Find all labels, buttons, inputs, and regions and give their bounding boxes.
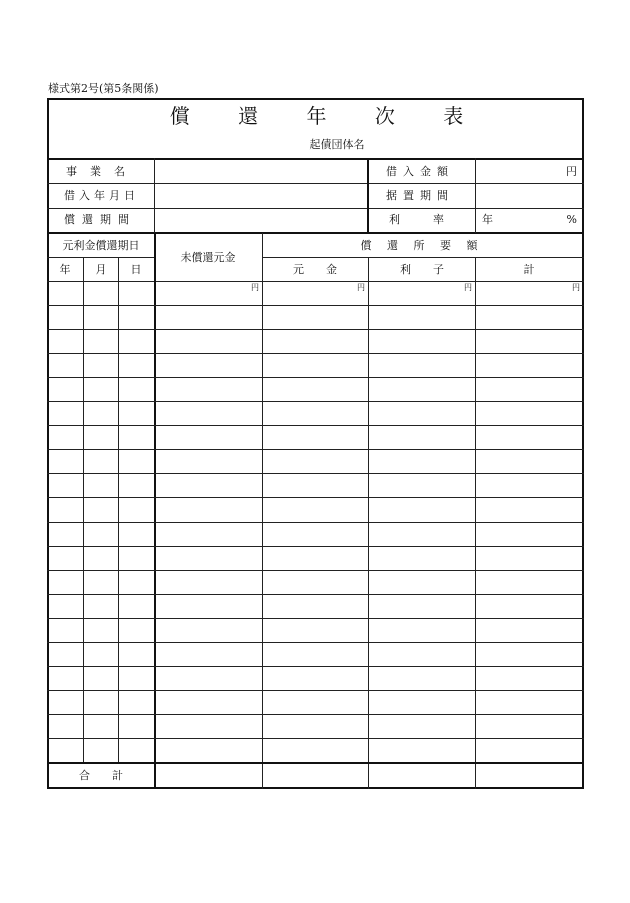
table-row	[47, 546, 584, 547]
table-row	[47, 594, 584, 595]
header-bottom-line	[47, 281, 584, 282]
grace-period-label: 据置期間	[386, 189, 454, 202]
table-row	[47, 497, 584, 498]
interest-rate-label: 利 率	[389, 213, 444, 226]
table-row	[47, 522, 584, 523]
info-col-divider-1	[154, 158, 155, 233]
info-row-divider-2	[47, 208, 584, 209]
issuer-label: 起債団体名	[309, 138, 365, 151]
year-header: 年	[59, 263, 71, 276]
total-header: 計	[523, 263, 535, 276]
total-row-line	[47, 762, 584, 764]
table-row	[47, 305, 584, 306]
due-date-header: 元利金償還期日	[62, 239, 140, 252]
info-row-divider-1	[47, 183, 584, 184]
due-date-subheader-line	[47, 257, 154, 258]
unpaid-col-line	[262, 233, 263, 789]
principal-col-line	[368, 257, 369, 789]
borrow-date-label: 借入年月日	[64, 189, 139, 202]
principal-header: 元 金	[293, 263, 337, 276]
interest-col-line	[475, 257, 476, 789]
info-bottom-divider	[47, 232, 584, 234]
date-col-line	[154, 233, 156, 789]
form-title: 償 還 年 次 表	[169, 104, 485, 128]
year-col-line	[83, 257, 84, 762]
day-header: 日	[130, 263, 142, 276]
table-row	[47, 714, 584, 715]
total-unit: 円	[572, 283, 580, 292]
interest-header: 利 子	[400, 263, 444, 276]
form-number-label: 様式第2号(第5条関係)	[48, 82, 159, 95]
unpaid-unit: 円	[251, 283, 259, 292]
table-row	[47, 329, 584, 330]
table-row	[47, 425, 584, 426]
table-row	[47, 666, 584, 667]
required-amount-header: 償 還 所 要 額	[360, 239, 484, 252]
sum-label: 合 計	[79, 769, 123, 782]
project-name-label: 事 業 名	[66, 165, 126, 178]
table-row	[47, 401, 584, 402]
info-col-divider-3	[475, 158, 476, 233]
month-header: 月	[95, 263, 107, 276]
rate-year-label: 年	[482, 213, 493, 226]
table-row	[47, 642, 584, 643]
borrow-amount-label: 借入金額	[386, 165, 454, 178]
month-col-line	[118, 257, 119, 762]
table-row	[47, 473, 584, 474]
borrow-amount-unit: 円	[566, 165, 577, 178]
table-row	[47, 690, 584, 691]
unpaid-principal-header: 未償還元金	[180, 251, 236, 264]
table-row	[47, 570, 584, 571]
title-divider	[47, 158, 584, 160]
interest-unit: 円	[464, 283, 472, 292]
table-row	[47, 377, 584, 378]
principal-unit: 円	[357, 283, 365, 292]
table-row	[47, 618, 584, 619]
table-row	[47, 738, 584, 739]
info-col-divider-2	[367, 158, 369, 233]
required-subheader-line	[262, 257, 584, 258]
table-row	[47, 449, 584, 450]
table-row	[47, 353, 584, 354]
rate-percent-label: %	[566, 213, 577, 226]
repay-period-label: 償還期間	[64, 213, 136, 226]
